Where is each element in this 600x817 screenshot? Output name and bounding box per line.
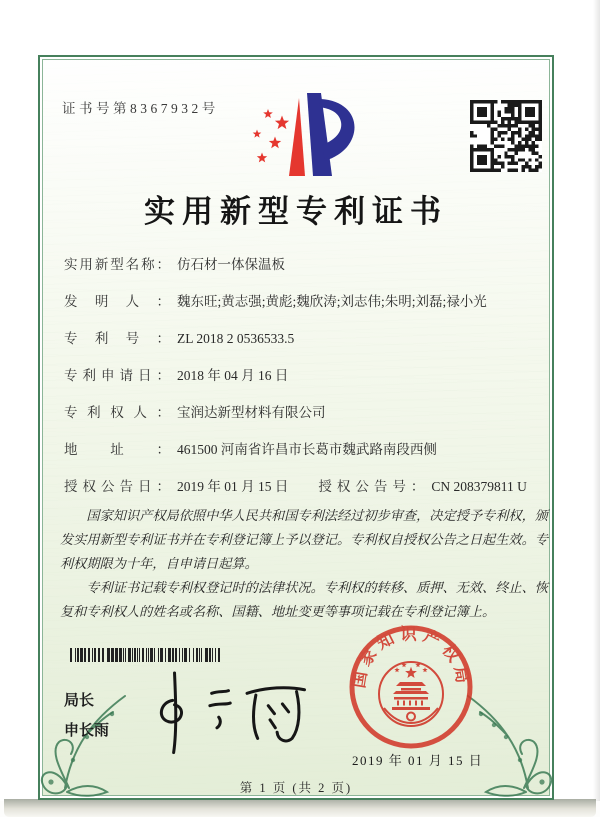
field-row-filing-date	[64, 364, 550, 384]
field-row-address	[64, 438, 550, 458]
field-row-patent-no	[64, 327, 550, 347]
grant-number-value: CN 208379811 U	[431, 479, 527, 494]
svg-text:国家知识产权局	[349, 625, 473, 690]
logo-stars	[253, 109, 289, 162]
page-number: 第 1 页 (共 2 页)	[239, 781, 353, 795]
field-label: 专利权人：	[64, 405, 170, 420]
field-label: 地址：	[64, 442, 170, 457]
certificate-title: 实用新型专利证书	[144, 194, 448, 229]
certificate-number: 证书号第8367932号	[62, 101, 219, 116]
field-value: 461500 河南省许昌市长葛市魏武路南段西侧	[177, 442, 437, 457]
qr-code	[470, 100, 542, 172]
barcode	[70, 648, 222, 662]
paper-right-shadow	[593, 0, 600, 801]
field-row-name	[64, 253, 550, 273]
field-value: 宝润达新型材料有限公司	[177, 405, 326, 420]
paper-bottom-shadow	[4, 799, 596, 817]
field-row-patentee	[64, 401, 550, 421]
director-name: 申长雨	[64, 722, 110, 739]
field-label: 实用新型名称：	[64, 257, 170, 272]
national-emblem	[379, 662, 443, 726]
seal-date: 2019 年 01 月 15 日	[352, 753, 484, 768]
grant-date-label: 授权公告日：	[64, 479, 170, 494]
field-label: 专利号：	[64, 331, 170, 346]
grant-number-label: 授权公告号：	[318, 479, 425, 494]
field-value: 仿石材一体保温板	[177, 257, 285, 272]
field-value: 魏东旺;黄志强;黄彪;魏欣涛;刘志伟;朱明;刘磊;禄小光	[177, 294, 487, 309]
cnipa-red-seal-icon	[346, 622, 476, 752]
field-label: 发明人：	[64, 294, 170, 309]
field-row-grant	[64, 475, 550, 495]
grant-date-value: 2019 年 01 月 15 日	[177, 479, 289, 494]
director-title: 局长	[64, 692, 95, 709]
field-value: 2018 年 04 月 16 日	[177, 368, 289, 383]
seal-text: 国家知识产权局	[349, 624, 473, 690]
director-signature-icon	[148, 666, 316, 756]
legal-text	[60, 504, 548, 624]
field-row-inventors	[64, 290, 550, 310]
cnipa-logo-icon	[246, 86, 364, 184]
field-label: 专利申请日：	[64, 368, 170, 383]
legal-paragraph-2: 专利证书记载专利权登记时的法律状况。专利权的转移、质押、无效、终止、恢复和专利权人的姓名或名称、国籍、地址变更等事项记载在专利登记簿上。	[60, 580, 548, 620]
field-value: ZL 2018 2 0536533.5	[177, 331, 295, 346]
legal-paragraph-1: 国家知识产权局依照中华人民共和国专利法经过初步审查，决定授予专利权，颁发实用新型专利证书并在专利登记簿上予以登记。专利权自授权公告之日起生效。专利权期限为十年，自申请日起算。	[60, 508, 548, 572]
